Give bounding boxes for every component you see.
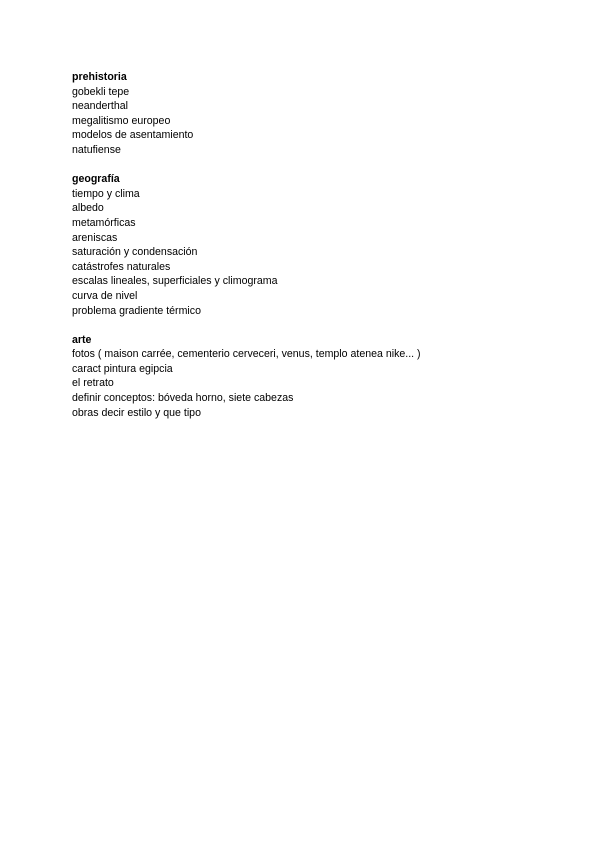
list-item: modelos de asentamiento	[72, 129, 194, 142]
list-item: obras decir estilo y que tipo	[72, 406, 201, 419]
list-item: albedo	[72, 202, 104, 215]
list-item: tiempo y clima	[72, 187, 140, 200]
section-arte	[72, 333, 552, 421]
section-prehistoria	[72, 70, 552, 158]
list-item: megalitismo europeo	[72, 114, 171, 127]
list-item: areniscas	[72, 231, 118, 244]
list-item: fotos ( maison carrée, cementerio cerveceri, venus, templo atenea nike... )	[72, 348, 421, 361]
list-item: neanderthal	[72, 100, 128, 113]
list-item: problema gradiente térmico	[72, 304, 201, 317]
list-item: saturación y condensación	[72, 246, 198, 259]
list-item: definir conceptos: bóveda horno, siete cabezas	[72, 392, 294, 405]
document-page	[72, 70, 552, 420]
list-item: catástrofes naturales	[72, 260, 171, 273]
list-item: caract pintura egipcia	[72, 362, 173, 375]
section-heading: prehistoria	[72, 71, 127, 83]
list-item: gobekli tepe	[72, 85, 130, 98]
list-item: natufiense	[72, 143, 121, 156]
list-item: curva de nivel	[72, 289, 138, 302]
section-geografia	[72, 172, 552, 318]
list-item: metamórficas	[72, 216, 136, 229]
section-heading: arte	[72, 333, 92, 346]
list-item: el retrato	[72, 377, 114, 390]
section-heading: geografía	[72, 173, 120, 186]
list-item: escalas lineales, superficiales y climograma	[72, 275, 278, 288]
